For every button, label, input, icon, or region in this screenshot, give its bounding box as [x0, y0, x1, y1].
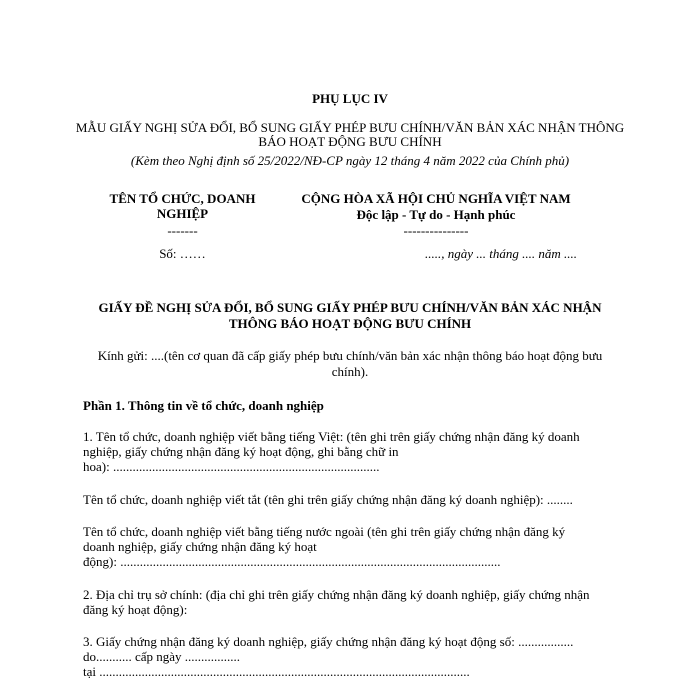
item1-line: nghiệp, giấy chứng nhận đăng ký hoạt động, ghi bằng chữ in [83, 444, 399, 459]
nation-motto: Độc lập - Tự do - Hạnh phúc [356, 207, 516, 222]
foreign-name-line: động): ..................................................................................................................... [83, 554, 501, 569]
organization-name: TÊN TỔ CHỨC, DOANH NGHIỆP [109, 191, 256, 221]
item1-line: hoa): .................................................................................. [83, 459, 380, 474]
item3-line: 3. Giấy chứng nhận đăng ký doanh nghiệp, giấy chứng nhận đăng ký hoạt động số: ................. [83, 634, 574, 649]
nation-title: CỘNG HÒA XÃ HỘI CHỦ NGHĨA VIỆT NAM [301, 191, 571, 206]
right-divider: --------------- [403, 223, 469, 238]
item2-line: 2. Địa chỉ trụ sở chính: (địa chỉ ghi trên giấy chứng nhận đăng ký doanh nghiệp, giấy chứng nhận [83, 587, 590, 602]
appendix-subtitle: MẪU GIẤY NGHỊ SỬA ĐỔI, BỔ SUNG GIẤY PHÉP BƯU CHÍNH/VĂN BẢN XÁC NHẬN THÔNG BÁO HOẠT ĐỘNG BƯU CHÍNH [75, 120, 625, 149]
item1-paragraph [83, 429, 623, 474]
item2-paragraph [83, 587, 623, 617]
date-line: ....., ngày ... tháng .... năm .... [425, 246, 578, 261]
short-name-line: Tên tổ chức, doanh nghiệp viết tắt (tên ghi trên giấy chứng nhận đăng ký doanh nghiệp): ........ [83, 492, 573, 507]
document-title: GIẤY ĐỀ NGHỊ SỬA ĐỔI, BỔ SUNG GIẤY PHÉP BƯU CHÍNH/VĂN BẢN XÁC NHẬN THÔNG BÁO HOẠT ĐỘNG BƯU CHÍNH [98, 300, 602, 331]
foreign-name-paragraph [83, 524, 623, 569]
recipient-line: Kính gửi: ....(tên cơ quan đã cấp giấy phép bưu chính/văn bản xác nhận thông báo hoạt động bưu chính). [97, 348, 603, 379]
section1-heading: Phần 1. Thông tin về tổ chức, doanh nghiệp [83, 398, 324, 413]
item1-line: 1. Tên tổ chức, doanh nghiệp viết bằng tiếng Việt: (tên ghi trên giấy chứng nhận đăng ký doanh [83, 429, 580, 444]
appendix-title: PHỤ LỤC IV [312, 91, 388, 106]
item2-line: đăng ký hoạt động): [83, 602, 188, 617]
left-divider: ------- [167, 223, 198, 238]
foreign-name-line: Tên tổ chức, doanh nghiệp viết bằng tiếng nước ngoài (tên ghi trên giấy chứng nhận đăng ký [83, 524, 566, 539]
item3-paragraph [83, 634, 623, 679]
appendix-note: (Kèm theo Nghị định số 25/2022/NĐ-CP ngày 12 tháng 4 năm 2022 của Chính phủ) [130, 153, 570, 168]
foreign-name-line: doanh nghiệp, giấy chứng nhận đăng ký hoạt [83, 539, 317, 554]
item3-line: do........... cấp ngày ................. [83, 649, 241, 664]
item3-line: tại .................................................................................................................. [83, 664, 470, 679]
document-number: Số: …… [159, 246, 206, 261]
